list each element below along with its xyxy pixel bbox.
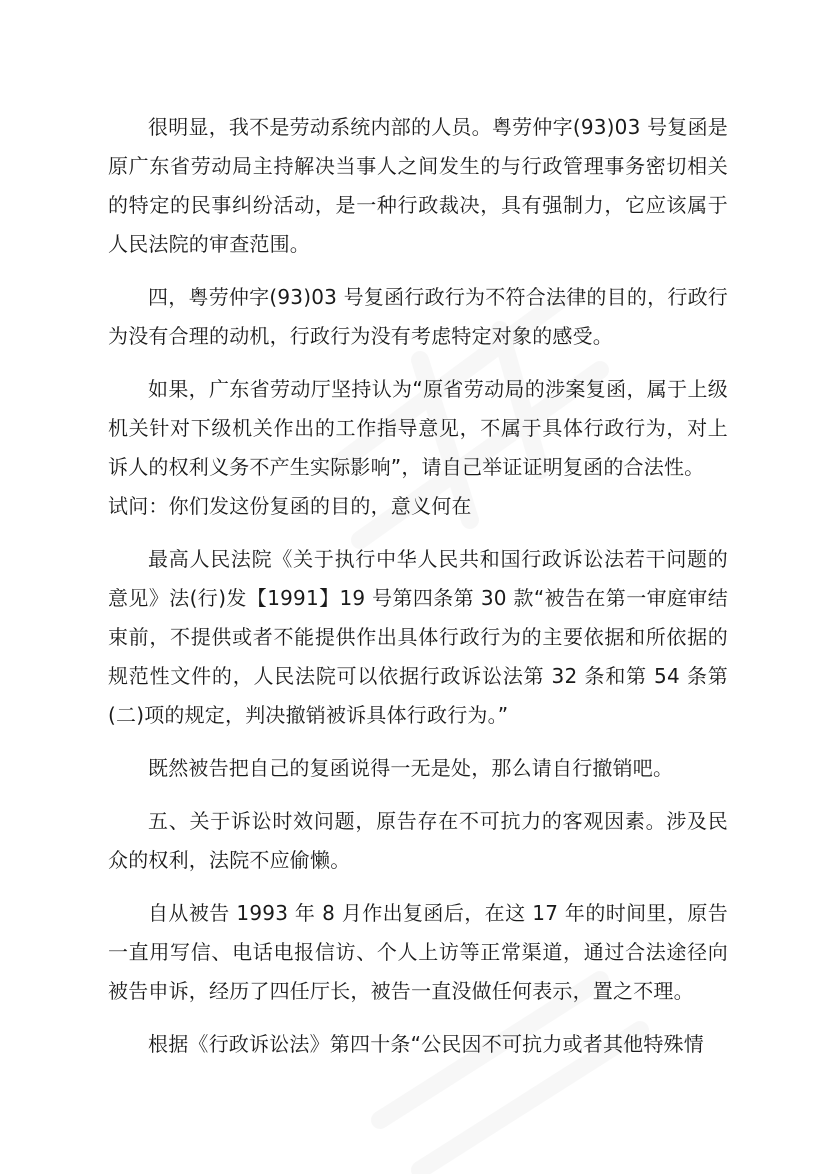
- paragraph-6: 既然被告把自己的复函说得一无是处，那么请自行撤销吧。: [148, 756, 674, 780]
- paragraph-1: 很明显，我不是劳动系统内部的人员。粤劳仲字(93)03 号复函是原广东省劳动局主持解决当事人之间发生的与行政管理事务密切相关的特定的民事纠纷活动，是一种行政裁决，具有强制力，它应该属于人民法院的审查范围。: [108, 115, 728, 256]
- document-body: [108, 108, 728, 1064]
- paragraph-8: 自从被告 1993 年 8 月作出复函后，在这 17 年的时间里，原告一直用写信、电话电报信访、个人上访等正常渠道，通过合法途径向被告申诉，经历了四任厅长，被告一直没做任何表示，置之不理。: [108, 901, 728, 1003]
- paragraph-7: 五、关于诉讼时效问题，原告存在不可抗力的客观因素。涉及民众的权利，法院不应偷懒。: [108, 809, 728, 872]
- paragraph-2: 四，粤劳仲字(93)03 号复函行政行为不符合法律的目的，行政行为没有合理的动机，行政行为没有考虑特定对象的感受。: [108, 285, 728, 348]
- paragraph-4: 试问：你们发这份复函的目的，意义何在: [108, 494, 472, 518]
- paragraph-5: 最高人民法院《关于执行中华人民共和国行政诉讼法若干问题的意见》法(行)发【1991】19 号第四条第 30 款“被告在第一审庭审结束前，不提供或者不能提供作出具体行政行为的主要依据和所依据的规范性文件的，人民法院可以依据行政诉讼法第 32 条和第 54 条第(二)项的规定，判决撤销被诉具体行政行为。”: [108, 547, 728, 727]
- paragraph-9: 根据《行政诉讼法》第四十条“公民因不可抗力或者其他特殊情: [148, 1032, 704, 1056]
- paragraph-3: 如果，广东省劳动厅坚持认为“原省劳动局的涉案复函，属于上级机关针对下级机关作出的工作指导意见，不属于具体行政行为，对上诉人的权利义务不产生实际影响”，请自己举证证明复函的合法性。: [108, 377, 728, 479]
